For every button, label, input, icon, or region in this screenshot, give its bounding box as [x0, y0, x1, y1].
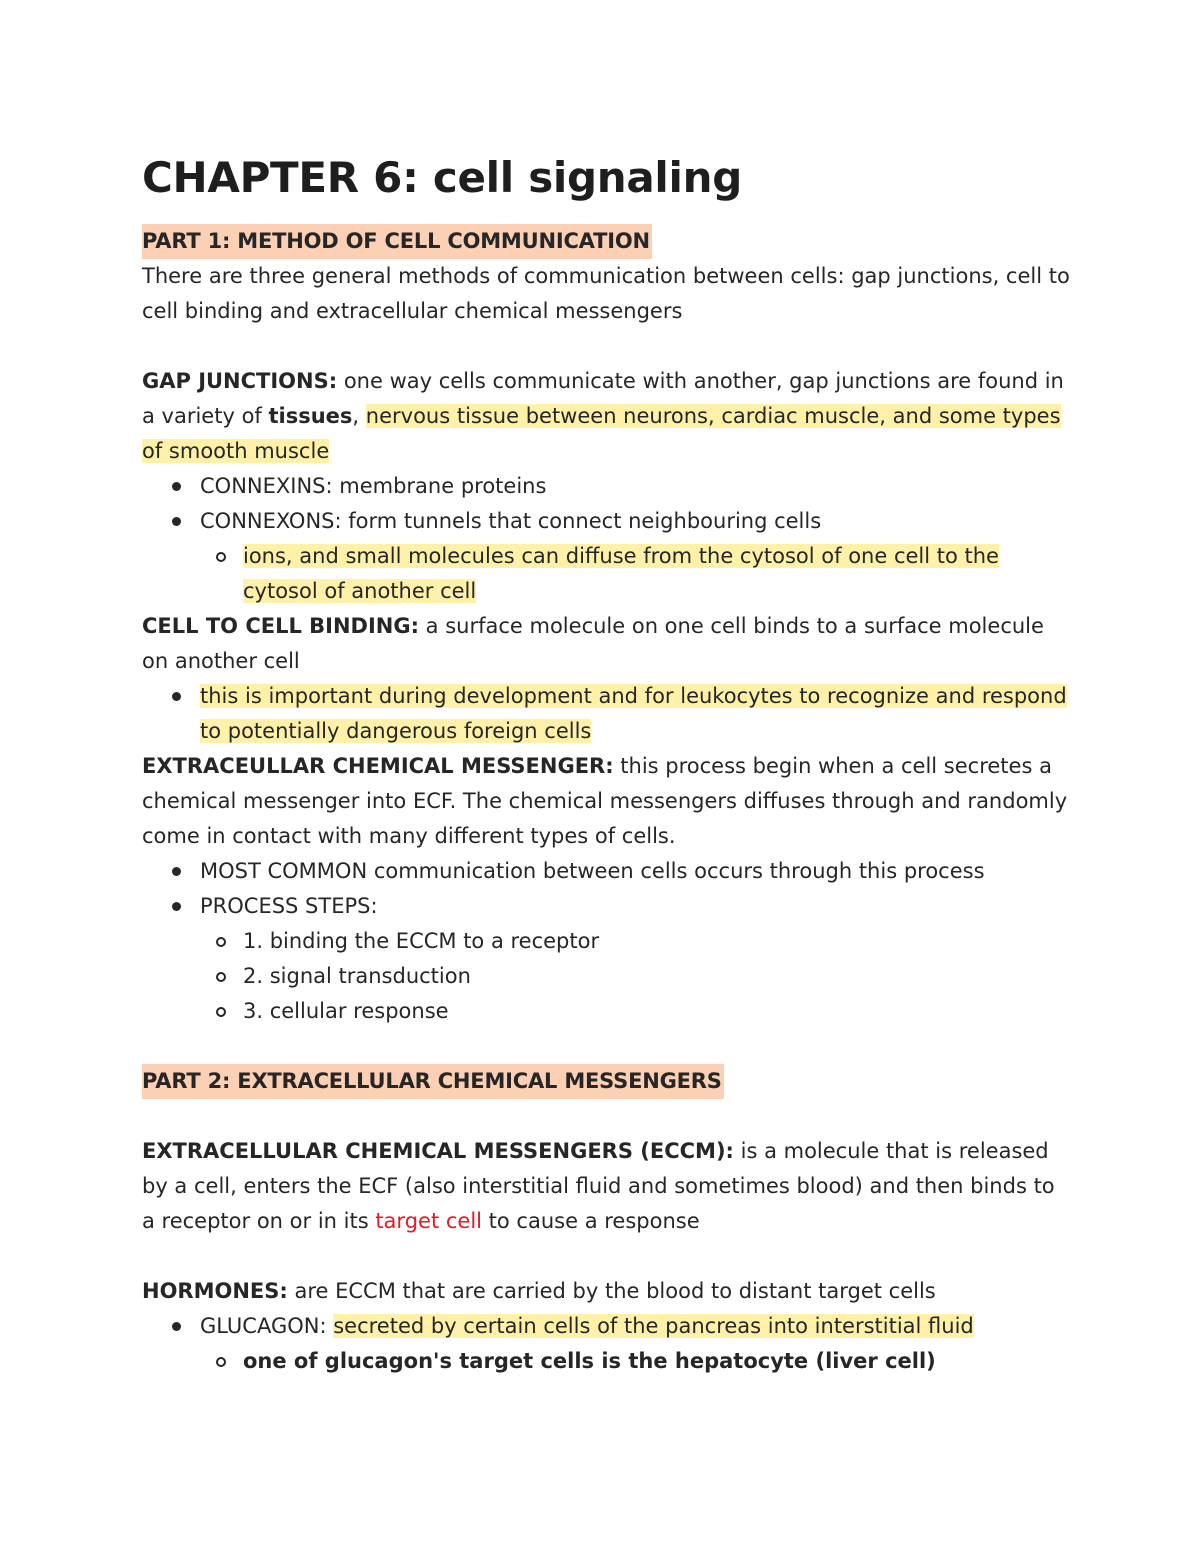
connexons-sub-list: [142, 539, 1072, 609]
cell-binding-paragraph: [142, 609, 1072, 679]
process-steps-list: [142, 924, 1072, 1029]
part-1-intro: There are three general methods of communication between cells: gap junctions, cell to cell binding and extracellular chemical messengers: [142, 264, 1070, 323]
eccm-intro-text: this process begin when a cell secretes a chemical messenger into ECF. The chemical messengers diffuses through and randomly come in contact with many different types of cells.: [142, 754, 1068, 848]
hormones-paragraph: [142, 1274, 1072, 1309]
eccm-definition-text: is a molecule that is released by a cell, enters the ECF (also interstitial fluid and sometimes blood) and then binds to a receptor on or in its: [142, 1139, 1055, 1233]
gap-junctions-highlight: nervous tissue between neurons, cardiac muscle, and some types of smooth muscle: [142, 404, 1061, 463]
gap-junctions-paragraph: [142, 364, 1072, 469]
glucagon-label: GLUCAGON:: [200, 1314, 334, 1338]
eccm-definition-term: EXTRACELLULAR CHEMICAL MESSENGERS (ECCM):: [142, 1139, 734, 1163]
list-item: CONNEXINS: membrane proteins: [142, 469, 1072, 504]
document-body: [142, 150, 1072, 1379]
list-item: [142, 539, 1072, 609]
list-item: [142, 679, 1072, 749]
cell-binding-text: a surface molecule on one cell binds to a surface molecule on another cell: [142, 614, 1044, 673]
eccm-intro-paragraph: [142, 749, 1072, 854]
list-item: 1. binding the ECCM to a receptor: [142, 924, 1072, 959]
glucagon-sub-list: [142, 1344, 1072, 1379]
eccm-intro-term: EXTRACEULLAR CHEMICAL MESSENGER:: [142, 754, 614, 778]
target-cell-text: target cell: [375, 1209, 482, 1233]
list-item: [142, 1309, 1072, 1344]
gap-junctions-list: [142, 469, 1072, 539]
list-item: [142, 1344, 1072, 1379]
cell-binding-term: CELL TO CELL BINDING:: [142, 614, 419, 638]
list-item: 2. signal transduction: [142, 959, 1072, 994]
glucagon-highlight: secreted by certain cells of the pancreas into interstitial fluid: [333, 1314, 974, 1338]
hormones-text: are ECCM that are carried by the blood to distant target cells: [287, 1279, 936, 1303]
gap-junctions-text: one way cells communicate with another, gap junctions are found in a variety of: [142, 369, 1064, 428]
list-item: 3. cellular response: [142, 994, 1072, 1029]
cell-binding-list: [142, 679, 1072, 749]
list-item: MOST COMMON communication between cells occurs through this process: [142, 854, 1072, 889]
hormones-list: [142, 1309, 1072, 1344]
part-1-heading: PART 1: METHOD OF CELL COMMUNICATION: [142, 224, 652, 259]
comma: ,: [352, 404, 366, 428]
tissues-word: tissues: [268, 404, 353, 428]
chapter-title: CHAPTER 6: cell signaling: [142, 153, 742, 202]
gap-junctions-term: GAP JUNCTIONS:: [142, 369, 338, 393]
eccm-definition-paragraph: [142, 1134, 1072, 1239]
connexons-highlight: ions, and small molecules can diffuse from the cytosol of one cell to the cytosol of another cell: [243, 544, 999, 603]
hormones-term: HORMONES:: [142, 1279, 288, 1303]
list-item: CONNEXONS: form tunnels that connect neighbouring cells: [142, 504, 1072, 539]
glucagon-target-text: one of glucagon's target cells is the hepatocyte (liver cell): [243, 1349, 936, 1373]
cell-binding-highlight: this is important during development and for leukocytes to recognize and respond to potentially dangerous foreign cells: [200, 684, 1067, 743]
list-item: PROCESS STEPS:: [142, 889, 1072, 924]
part-2-heading: PART 2: EXTRACELLULAR CHEMICAL MESSENGERS: [142, 1064, 724, 1099]
eccm-intro-list: [142, 854, 1072, 924]
eccm-definition-text-end: to cause a response: [482, 1209, 700, 1233]
